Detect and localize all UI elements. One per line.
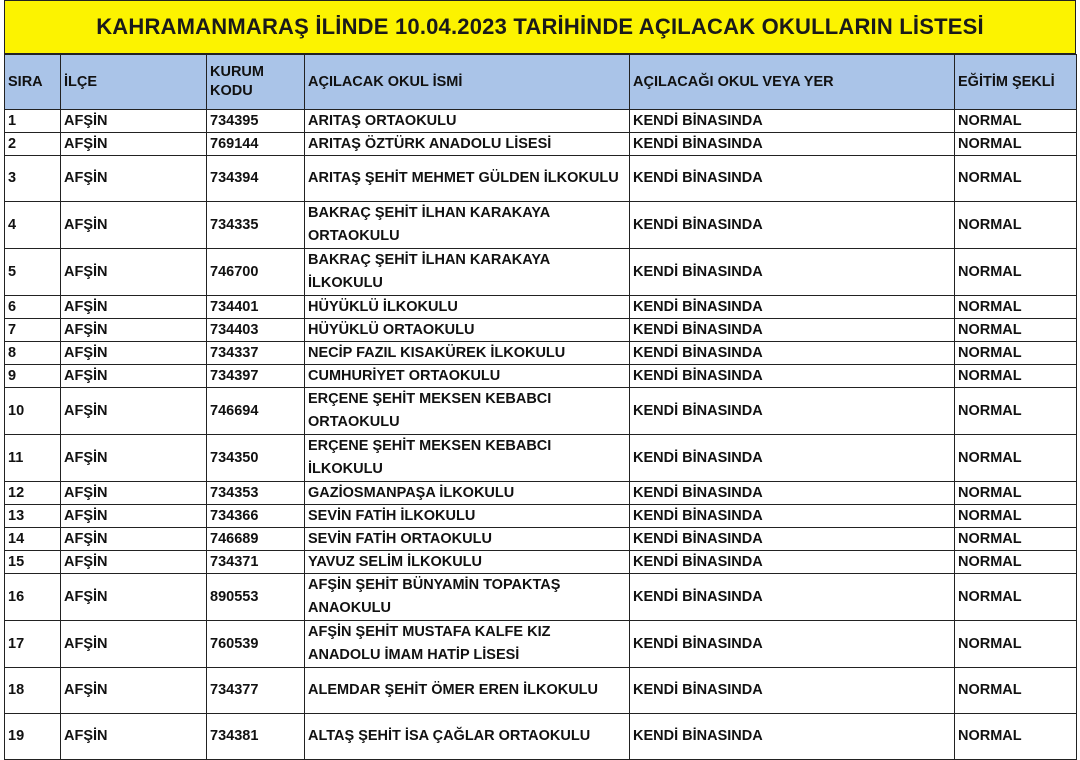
header-sira: SIRA	[5, 55, 61, 110]
cell-okul: ARITAŞ ORTAOKULU	[305, 110, 630, 133]
table-row	[5, 435, 1077, 482]
cell-ilce: AFŞİN	[61, 110, 207, 133]
cell-ilce: AFŞİN	[61, 668, 207, 714]
cell-ilce: AFŞİN	[61, 202, 207, 249]
cell-kurum-kodu: 734366	[207, 505, 305, 528]
table-row	[5, 342, 1077, 365]
cell-yer: KENDİ BİNASINDA	[630, 365, 955, 388]
cell-kurum-kodu: 760539	[207, 621, 305, 668]
table-row	[5, 156, 1077, 202]
cell-ilce: AFŞİN	[61, 319, 207, 342]
cell-ilce: AFŞİN	[61, 388, 207, 435]
cell-okul: ARITAŞ ÖZTÜRK ANADOLU LİSESİ	[305, 133, 630, 156]
cell-kurum-kodu: 746694	[207, 388, 305, 435]
cell-yer: KENDİ BİNASINDA	[630, 435, 955, 482]
cell-sira: 17	[5, 621, 61, 668]
cell-egitim: NORMAL	[955, 528, 1077, 551]
cell-sira: 2	[5, 133, 61, 156]
cell-okul: ERÇENE ŞEHİT MEKSEN KEBABCI İLKOKULU	[305, 435, 630, 482]
cell-egitim: NORMAL	[955, 505, 1077, 528]
cell-kurum-kodu: 734401	[207, 296, 305, 319]
cell-yer: KENDİ BİNASINDA	[630, 714, 955, 760]
cell-yer: KENDİ BİNASINDA	[630, 249, 955, 296]
cell-ilce: AFŞİN	[61, 551, 207, 574]
table-row	[5, 528, 1077, 551]
cell-egitim: NORMAL	[955, 668, 1077, 714]
cell-egitim: NORMAL	[955, 551, 1077, 574]
table-row	[5, 202, 1077, 249]
cell-yer: KENDİ BİNASINDA	[630, 319, 955, 342]
cell-kurum-kodu: 734394	[207, 156, 305, 202]
cell-yer: KENDİ BİNASINDA	[630, 156, 955, 202]
table-row	[5, 133, 1077, 156]
cell-ilce: AFŞİN	[61, 505, 207, 528]
cell-sira: 18	[5, 668, 61, 714]
header-yer: AÇILACAĞI OKUL VEYA YER	[630, 55, 955, 110]
header-row	[5, 55, 1077, 110]
cell-egitim: NORMAL	[955, 133, 1077, 156]
cell-kurum-kodu: 746700	[207, 249, 305, 296]
cell-yer: KENDİ BİNASINDA	[630, 296, 955, 319]
cell-yer: KENDİ BİNASINDA	[630, 505, 955, 528]
cell-yer: KENDİ BİNASINDA	[630, 388, 955, 435]
cell-yer: KENDİ BİNASINDA	[630, 133, 955, 156]
cell-ilce: AFŞİN	[61, 528, 207, 551]
cell-egitim: NORMAL	[955, 365, 1077, 388]
cell-sira: 14	[5, 528, 61, 551]
cell-yer: KENDİ BİNASINDA	[630, 574, 955, 621]
cell-kurum-kodu: 734337	[207, 342, 305, 365]
cell-okul: ALTAŞ ŞEHİT İSA ÇAĞLAR ORTAOKULU	[305, 714, 630, 760]
cell-kurum-kodu: 734335	[207, 202, 305, 249]
cell-kurum-kodu: 746689	[207, 528, 305, 551]
cell-okul: SEVİN FATİH İLKOKULU	[305, 505, 630, 528]
cell-sira: 12	[5, 482, 61, 505]
cell-egitim: NORMAL	[955, 435, 1077, 482]
table-row	[5, 365, 1077, 388]
cell-sira: 19	[5, 714, 61, 760]
cell-ilce: AFŞİN	[61, 621, 207, 668]
table-row	[5, 388, 1077, 435]
cell-kurum-kodu: 734403	[207, 319, 305, 342]
cell-okul: ALEMDAR ŞEHİT ÖMER EREN İLKOKULU	[305, 668, 630, 714]
cell-sira: 7	[5, 319, 61, 342]
cell-egitim: NORMAL	[955, 296, 1077, 319]
page-title: KAHRAMANMARAŞ İLİNDE 10.04.2023 TARİHİNDE AÇILACAK OKULLARIN LİSTESİ	[4, 0, 1076, 54]
cell-okul: HÜYÜKLÜ ORTAOKULU	[305, 319, 630, 342]
header-kurum-kodu: KURUM KODU	[207, 55, 305, 110]
cell-okul: SEVİN FATİH ORTAOKULU	[305, 528, 630, 551]
schools-table	[4, 54, 1077, 760]
table-row	[5, 574, 1077, 621]
header-ilce: İLÇE	[61, 55, 207, 110]
cell-kurum-kodu: 890553	[207, 574, 305, 621]
cell-yer: KENDİ BİNASINDA	[630, 482, 955, 505]
cell-kurum-kodu: 734395	[207, 110, 305, 133]
cell-sira: 5	[5, 249, 61, 296]
cell-ilce: AFŞİN	[61, 342, 207, 365]
cell-egitim: NORMAL	[955, 714, 1077, 760]
cell-sira: 9	[5, 365, 61, 388]
cell-egitim: NORMAL	[955, 482, 1077, 505]
cell-okul: HÜYÜKLÜ İLKOKULU	[305, 296, 630, 319]
cell-sira: 3	[5, 156, 61, 202]
cell-egitim: NORMAL	[955, 342, 1077, 365]
header-okul: AÇILACAK OKUL İSMİ	[305, 55, 630, 110]
table-row	[5, 668, 1077, 714]
cell-yer: KENDİ BİNASINDA	[630, 621, 955, 668]
cell-sira: 10	[5, 388, 61, 435]
cell-ilce: AFŞİN	[61, 435, 207, 482]
cell-okul: CUMHURİYET ORTAOKULU	[305, 365, 630, 388]
table-row	[5, 249, 1077, 296]
cell-sira: 6	[5, 296, 61, 319]
table-row	[5, 482, 1077, 505]
cell-sira: 13	[5, 505, 61, 528]
cell-ilce: AFŞİN	[61, 574, 207, 621]
cell-ilce: AFŞİN	[61, 365, 207, 388]
cell-okul: ARITAŞ ŞEHİT MEHMET GÜLDEN İLKOKULU	[305, 156, 630, 202]
cell-yer: KENDİ BİNASINDA	[630, 551, 955, 574]
cell-ilce: AFŞİN	[61, 249, 207, 296]
table-row	[5, 551, 1077, 574]
cell-yer: KENDİ BİNASINDA	[630, 342, 955, 365]
table-row	[5, 714, 1077, 760]
cell-okul: BAKRAÇ ŞEHİT İLHAN KARAKAYA ORTAOKULU	[305, 202, 630, 249]
cell-yer: KENDİ BİNASINDA	[630, 668, 955, 714]
cell-ilce: AFŞİN	[61, 133, 207, 156]
cell-okul: GAZİOSMANPAŞA İLKOKULU	[305, 482, 630, 505]
cell-kurum-kodu: 734381	[207, 714, 305, 760]
cell-sira: 4	[5, 202, 61, 249]
cell-okul: AFŞİN ŞEHİT MUSTAFA KALFE KIZ ANADOLU İMAM HATİP LİSESİ	[305, 621, 630, 668]
cell-egitim: NORMAL	[955, 202, 1077, 249]
cell-egitim: NORMAL	[955, 156, 1077, 202]
cell-kurum-kodu: 734353	[207, 482, 305, 505]
cell-egitim: NORMAL	[955, 319, 1077, 342]
cell-yer: KENDİ BİNASINDA	[630, 202, 955, 249]
cell-kurum-kodu: 769144	[207, 133, 305, 156]
table-row	[5, 296, 1077, 319]
cell-kurum-kodu: 734397	[207, 365, 305, 388]
cell-ilce: AFŞİN	[61, 296, 207, 319]
cell-sira: 8	[5, 342, 61, 365]
cell-sira: 1	[5, 110, 61, 133]
cell-ilce: AFŞİN	[61, 482, 207, 505]
cell-kurum-kodu: 734377	[207, 668, 305, 714]
cell-sira: 15	[5, 551, 61, 574]
cell-yer: KENDİ BİNASINDA	[630, 528, 955, 551]
cell-sira: 16	[5, 574, 61, 621]
cell-egitim: NORMAL	[955, 388, 1077, 435]
cell-kurum-kodu: 734350	[207, 435, 305, 482]
cell-ilce: AFŞİN	[61, 156, 207, 202]
cell-okul: NECİP FAZIL KISAKÜREK İLKOKULU	[305, 342, 630, 365]
header-egitim: EĞİTİM ŞEKLİ	[955, 55, 1077, 110]
cell-kurum-kodu: 734371	[207, 551, 305, 574]
cell-egitim: NORMAL	[955, 621, 1077, 668]
cell-egitim: NORMAL	[955, 249, 1077, 296]
table-row	[5, 621, 1077, 668]
cell-egitim: NORMAL	[955, 110, 1077, 133]
cell-okul: BAKRAÇ ŞEHİT İLHAN KARAKAYA İLKOKULU	[305, 249, 630, 296]
cell-okul: AFŞİN ŞEHİT BÜNYAMİN TOPAKTAŞ ANAOKULU	[305, 574, 630, 621]
cell-okul: ERÇENE ŞEHİT MEKSEN KEBABCI ORTAOKULU	[305, 388, 630, 435]
table-row	[5, 110, 1077, 133]
table-row	[5, 319, 1077, 342]
cell-okul: YAVUZ SELİM İLKOKULU	[305, 551, 630, 574]
cell-sira: 11	[5, 435, 61, 482]
cell-ilce: AFŞİN	[61, 714, 207, 760]
table-row	[5, 505, 1077, 528]
cell-yer: KENDİ BİNASINDA	[630, 110, 955, 133]
cell-egitim: NORMAL	[955, 574, 1077, 621]
